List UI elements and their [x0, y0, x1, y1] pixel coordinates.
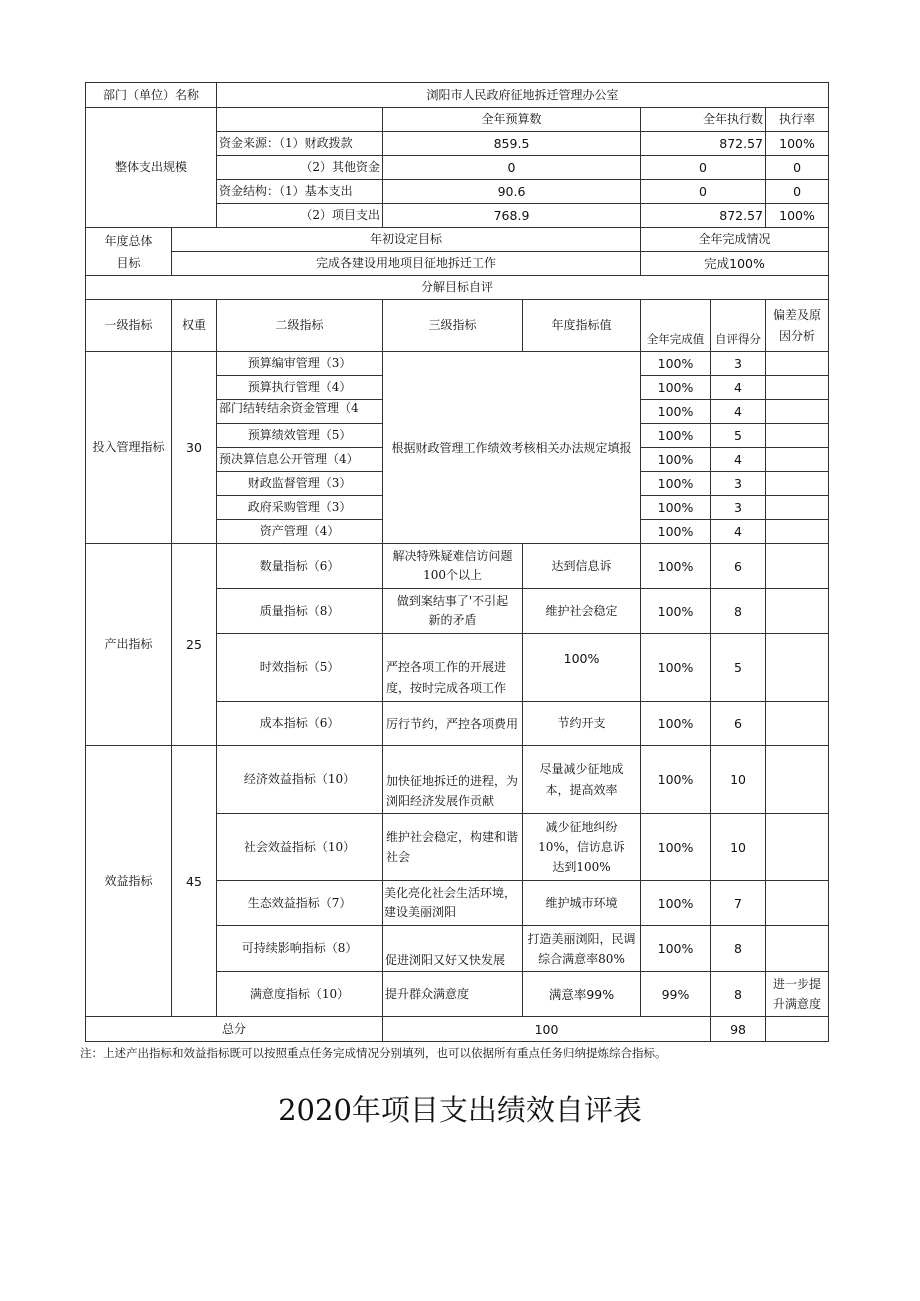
benefit-completion: 100% — [641, 926, 711, 972]
benefit-completion: 100% — [641, 746, 711, 814]
input-score: 4 — [711, 376, 766, 400]
breakdown-title-row — [86, 276, 829, 300]
output-deviation — [766, 702, 829, 746]
benefit-level2: 可持续影响指标（8） — [217, 926, 383, 972]
output-group-name: 产出指标 — [86, 544, 172, 746]
dept-label: 部门（单位）名称 — [86, 83, 217, 108]
input-level2: 预算执行管理（4） — [217, 376, 383, 400]
indicator-header-row — [86, 300, 829, 352]
benefit-level3: 美化亮化社会生活环境，建设美丽浏阳 — [383, 881, 523, 926]
input-level2: 部门结转结余资金管理（4 — [217, 400, 383, 424]
output-score: 8 — [711, 589, 766, 634]
footnote: 注：上述产出指标和效益指标既可以按照重点任务完成情况分别填列，也可以依据所有重点任务归纳提炼综合指标。 — [80, 1046, 667, 1060]
input-deviation — [766, 352, 829, 376]
benefit-deviation — [766, 814, 829, 881]
output-annual-value: 达到信息诉 — [523, 544, 641, 589]
total-row — [86, 1017, 829, 1042]
col-annual-value: 年度指标值 — [523, 300, 641, 352]
benefit-score: 8 — [711, 926, 766, 972]
input-score: 3 — [711, 472, 766, 496]
annual-goal-row — [86, 252, 829, 276]
output-row — [86, 544, 829, 589]
annual-goal-label-line2: 目标 — [116, 255, 141, 270]
overall-row-exec: 872.57 — [641, 204, 766, 228]
output-score: 6 — [711, 702, 766, 746]
input-completion: 100% — [641, 448, 711, 472]
benefit-level2: 经济效益指标（10） — [217, 746, 383, 814]
benefit-level3: 促进浏阳又好又快发展 — [383, 926, 523, 972]
input-score: 5 — [711, 424, 766, 448]
annual-goal-label — [86, 228, 172, 276]
total-deviation — [766, 1017, 829, 1042]
benefit-deviation — [766, 881, 829, 926]
col-score: 自评得分 — [711, 300, 766, 352]
input-level2: 预决算信息公开管理（4） — [217, 448, 383, 472]
output-completion: 100% — [641, 589, 711, 634]
output-deviation — [766, 589, 829, 634]
benefit-annual-value: 尽量减少征地成本，提高效率 — [523, 746, 641, 814]
self-evaluation-sheet — [85, 82, 829, 1042]
output-annual-value: 节约开支 — [523, 702, 641, 746]
col-budget: 全年预算数 — [383, 108, 641, 132]
benefit-deviation — [766, 746, 829, 814]
benefit-score: 8 — [711, 972, 766, 1017]
overall-row-exec: 0 — [641, 156, 766, 180]
input-level2: 资产管理（4） — [217, 520, 383, 544]
input-level3: 根据财政管理工作绩效考核相关办法规定填报 — [383, 352, 641, 544]
benefit-annual-value: 打造美丽浏阳，民调综合满意率80% — [523, 926, 641, 972]
overall-row-exec: 0 — [641, 180, 766, 204]
input-row — [86, 352, 829, 376]
benefit-deviation: 进一步提升满意度 — [766, 972, 829, 1017]
benefit-score: 10 — [711, 814, 766, 881]
input-completion: 100% — [641, 496, 711, 520]
output-deviation — [766, 634, 829, 702]
col-completion: 全年完成值 — [641, 300, 711, 352]
input-score: 4 — [711, 448, 766, 472]
col-rate: 执行率 — [766, 108, 829, 132]
benefit-level3: 加快征地拆迁的进程，为浏阳经济发展作贡献 — [383, 746, 523, 814]
input-completion: 100% — [641, 400, 711, 424]
input-level2: 预算绩效管理（5） — [217, 424, 383, 448]
overall-row-budget: 859.5 — [383, 132, 641, 156]
col-deviation: 偏差及原因分析 — [766, 300, 829, 352]
input-completion: 100% — [641, 472, 711, 496]
overall-row-budget: 768.9 — [383, 204, 641, 228]
benefit-level2: 社会效益指标（10） — [217, 814, 383, 881]
page-title: 2020年项目支出绩效自评表 — [278, 1093, 642, 1127]
total-weight: 100 — [383, 1017, 711, 1042]
input-group-name: 投入管理指标 — [86, 352, 172, 544]
output-level3: 厉行节约，严控各项费用 — [383, 702, 523, 746]
overall-header-row — [86, 108, 829, 132]
benefit-annual-value: 维护城市环境 — [523, 881, 641, 926]
input-score: 3 — [711, 496, 766, 520]
benefit-row — [86, 746, 829, 814]
output-level2: 成本指标（6） — [217, 702, 383, 746]
input-deviation — [766, 448, 829, 472]
overall-row-rate: 0 — [766, 180, 829, 204]
input-score: 4 — [711, 400, 766, 424]
output-level2: 质量指标（8） — [217, 589, 383, 634]
output-score: 5 — [711, 634, 766, 702]
output-group-weight: 25 — [172, 544, 217, 746]
benefit-score: 10 — [711, 746, 766, 814]
overall-row-budget: 90.6 — [383, 180, 641, 204]
input-level2: 财政监督管理（3） — [217, 472, 383, 496]
col-initial-goal: 年初设定目标 — [172, 228, 641, 252]
input-score: 4 — [711, 520, 766, 544]
benefit-level3: 维护社会稳定，构建和谐社会 — [383, 814, 523, 881]
benefit-annual-value: 满意率99% — [523, 972, 641, 1017]
col-weight: 权重 — [172, 300, 217, 352]
output-level2: 数量指标（6） — [217, 544, 383, 589]
output-level3: 做到案结事了'不引起新的矛盾 — [383, 589, 523, 634]
output-deviation — [766, 544, 829, 589]
benefit-group-name: 效益指标 — [86, 746, 172, 1017]
overall-row-budget: 0 — [383, 156, 641, 180]
overall-row-label: （2）其他资金 — [217, 156, 383, 180]
output-level3: 严控各项工作的开展进度，按时完成各项工作 — [383, 634, 523, 702]
output-annual-value: 100% — [523, 634, 641, 702]
benefit-level3: 提升群众满意度 — [383, 972, 523, 1017]
input-deviation — [766, 376, 829, 400]
benefit-group-weight: 45 — [172, 746, 217, 1017]
output-level2: 时效指标（5） — [217, 634, 383, 702]
output-completion: 100% — [641, 702, 711, 746]
col-level2: 二级指标 — [217, 300, 383, 352]
overall-row-rate: 100% — [766, 204, 829, 228]
input-deviation — [766, 520, 829, 544]
output-completion: 100% — [641, 544, 711, 589]
col-level1: 一级指标 — [86, 300, 172, 352]
input-score: 3 — [711, 352, 766, 376]
overall-row-rate: 100% — [766, 132, 829, 156]
input-deviation — [766, 400, 829, 424]
output-annual-value: 维护社会稳定 — [523, 589, 641, 634]
overall-row-rate: 0 — [766, 156, 829, 180]
initial-goal: 完成各建设用地项目征地拆迁工作 — [172, 252, 641, 276]
col-exec: 全年执行数 — [641, 108, 766, 132]
overall-row-label: （2）项目支出 — [217, 204, 383, 228]
completion-status: 完成100% — [641, 252, 829, 276]
annual-goal-header-row — [86, 228, 829, 252]
breakdown-title: 分解目标自评 — [86, 276, 829, 300]
dept-name: 浏阳市人民政府征地拆迁管理办公室 — [217, 83, 829, 108]
col-completion-status: 全年完成情况 — [641, 228, 829, 252]
overall-label: 整体支出规模 — [86, 108, 217, 228]
benefit-deviation — [766, 926, 829, 972]
input-deviation — [766, 472, 829, 496]
input-level2: 政府采购管理（3） — [217, 496, 383, 520]
benefit-completion: 99% — [641, 972, 711, 1017]
total-score: 98 — [711, 1017, 766, 1042]
input-completion: 100% — [641, 376, 711, 400]
evaluation-table — [85, 82, 829, 1042]
benefit-score: 7 — [711, 881, 766, 926]
output-score: 6 — [711, 544, 766, 589]
input-completion: 100% — [641, 520, 711, 544]
output-completion: 100% — [641, 634, 711, 702]
overall-row-label: 资金结构：（1）基本支出 — [217, 180, 383, 204]
overall-header-blank — [217, 108, 383, 132]
dept-row — [86, 83, 829, 108]
input-deviation — [766, 424, 829, 448]
benefit-level2: 生态效益指标（7） — [217, 881, 383, 926]
input-group-weight: 30 — [172, 352, 217, 544]
col-level3: 三级指标 — [383, 300, 523, 352]
overall-row-exec: 872.57 — [641, 132, 766, 156]
benefit-level2: 满意度指标（10） — [217, 972, 383, 1017]
input-completion: 100% — [641, 424, 711, 448]
benefit-annual-value: 减少征地纠纷10%，信访息诉达到100% — [523, 814, 641, 881]
output-level3: 解决特殊疑难信访问题100个以上 — [383, 544, 523, 589]
annual-goal-label-line1: 年度总体 — [104, 233, 153, 248]
input-completion: 100% — [641, 352, 711, 376]
benefit-completion: 100% — [641, 881, 711, 926]
input-level2: 预算编审管理（3） — [217, 352, 383, 376]
overall-row-label: 资金来源：（1）财政拨款 — [217, 132, 383, 156]
benefit-completion: 100% — [641, 814, 711, 881]
input-deviation — [766, 496, 829, 520]
total-label: 总分 — [86, 1017, 383, 1042]
